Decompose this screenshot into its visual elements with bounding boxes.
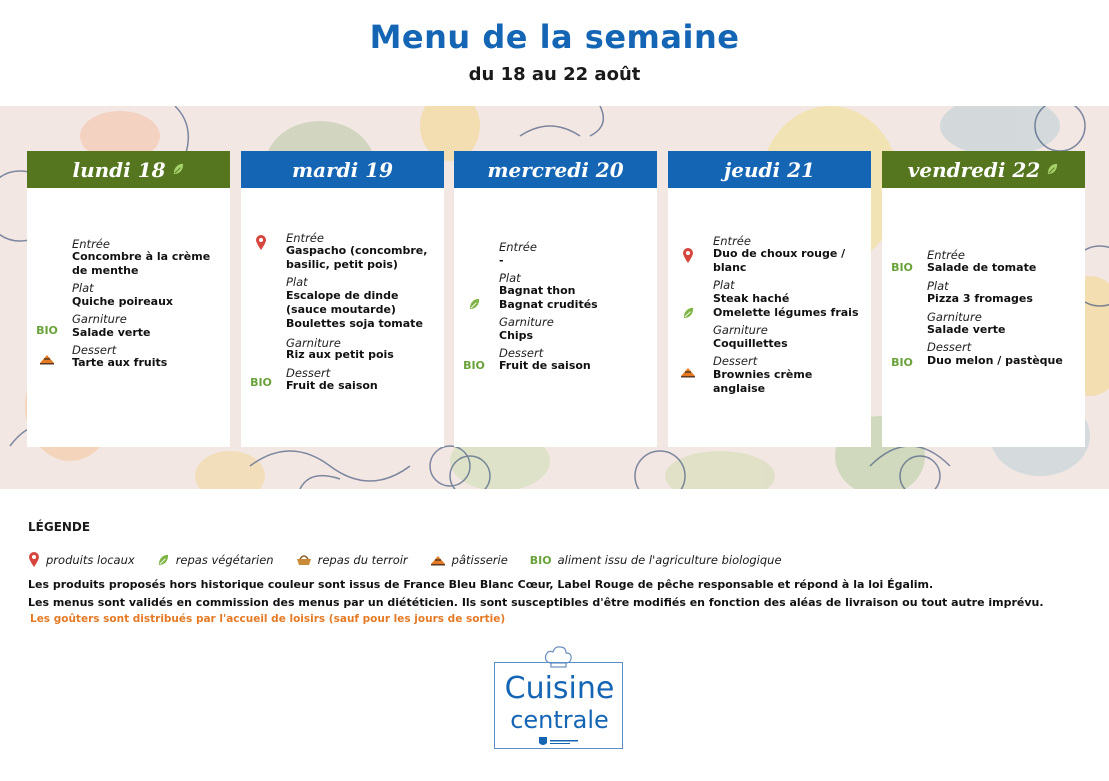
legend-item-terroir	[296, 553, 408, 567]
section-label: Garniture	[927, 310, 982, 324]
day-header	[668, 151, 871, 188]
day-card-jeudi	[668, 151, 871, 447]
legend-item-local	[28, 552, 135, 568]
menu-item: Duo melon / pastèque	[927, 354, 1063, 367]
day-name: mercredi 20	[487, 157, 624, 182]
location-pin-icon	[247, 235, 275, 256]
leaf-icon	[157, 554, 170, 567]
section-label: Plat	[499, 271, 521, 285]
menu-item: Coquillettes	[713, 337, 788, 350]
section-label: Dessert	[72, 343, 117, 357]
leaf-icon	[674, 307, 702, 325]
menu-item: Bagnat crudités	[499, 298, 598, 311]
section-label: Plat	[927, 279, 949, 293]
section-label: Garniture	[499, 315, 554, 329]
pastry-icon	[674, 365, 702, 383]
page-title: Menu de la semaine	[369, 18, 740, 56]
day-name: jeudi 21	[724, 157, 815, 182]
legend-item-vegetarian	[157, 553, 274, 567]
basket-icon	[296, 554, 312, 566]
day-card-mercredi	[454, 151, 657, 447]
section-label: Dessert	[286, 366, 331, 380]
page-subtitle: du 18 au 22 août	[468, 64, 641, 85]
section-label: Entrée	[499, 240, 537, 254]
bio-badge: BIO	[463, 359, 485, 372]
section-label: Plat	[713, 278, 735, 292]
town-crest-icon	[539, 737, 579, 747]
section-label: Entrée	[286, 231, 324, 245]
section-label: Plat	[72, 281, 94, 295]
menu-item: Gaspacho (concombre, basilic, petit pois)	[286, 244, 428, 271]
logo-line-1: Cuisine	[504, 671, 615, 706]
pastry-icon	[33, 352, 61, 370]
bio-badge: BIO	[250, 376, 272, 389]
menu-item: Steak haché	[713, 292, 790, 305]
section-label: Entrée	[713, 234, 751, 248]
cuisine-centrale-logo	[494, 662, 623, 749]
section-label: Garniture	[72, 312, 127, 326]
legend-title: LÉGENDE	[28, 520, 91, 534]
legend-label: repas du terroir	[317, 553, 408, 567]
menu-item: -	[499, 254, 504, 267]
menu-item: Duo de choux rouge / blanc	[713, 247, 846, 274]
menu-item: Omelette légumes frais	[713, 306, 859, 319]
menu-item: Escalope de dinde (sauce moutarde)	[286, 289, 399, 316]
menu-item: Salade de tomate	[927, 261, 1037, 274]
day-header	[882, 151, 1085, 188]
day-header	[454, 151, 657, 188]
pastry-icon	[430, 554, 446, 566]
day-card-vendredi	[882, 151, 1085, 447]
bio-badge: BIO	[529, 553, 552, 567]
day-card-lundi	[27, 151, 230, 447]
menu-item: Tarte aux fruits	[72, 356, 168, 369]
day-header	[27, 151, 230, 188]
location-pin-icon	[28, 552, 40, 568]
day-card-mardi	[241, 151, 444, 447]
leaf-icon	[1046, 163, 1059, 176]
section-label: Garniture	[713, 323, 768, 337]
day-name: mardi 19	[291, 157, 394, 182]
menu-item: Pizza 3 fromages	[927, 292, 1033, 305]
bio-badge: BIO	[36, 324, 58, 337]
legend-item-pastry	[430, 553, 508, 567]
section-label: Dessert	[927, 340, 972, 354]
section-label: Entrée	[927, 248, 965, 262]
legend-label: produits locaux	[46, 553, 135, 567]
section-label: Dessert	[499, 346, 544, 360]
legend-label: pâtisserie	[451, 553, 508, 567]
menu-item: Salade verte	[927, 323, 1006, 336]
day-header	[241, 151, 444, 188]
section-label: Plat	[286, 275, 308, 289]
menu-item: Brownies crème anglaise	[713, 368, 813, 395]
note-validation: Les menus sont validés en commission des menus par un diététicien. Ils sont susceptibles d'être modifiés en fonction des aléas de livraison ou tout autre imprévu.	[28, 596, 1044, 609]
legend-label: aliment issu de l'agriculture biologique	[557, 553, 782, 567]
logo-line-2: centrale	[510, 706, 609, 734]
bio-badge: BIO	[891, 261, 913, 274]
menu-item: Salade verte	[72, 326, 151, 339]
legend-item-bio	[530, 553, 782, 567]
menu-item: Bagnat thon	[499, 284, 576, 297]
note-sourcing: Les produits proposés hors historique couleur sont issus de France Bleu Blanc Cœur, Label Rouge de pêche responsable et répond à la loi Égalim.	[28, 578, 934, 591]
section-label: Garniture	[286, 336, 341, 350]
legend-label: repas végétarien	[175, 553, 274, 567]
bio-badge: BIO	[891, 356, 913, 369]
menu-item: Quiche poireaux	[72, 295, 174, 308]
menu-item: Fruit de saison	[286, 379, 378, 392]
menu-item: Boulettes soja tomate	[286, 317, 423, 330]
note-snacks: Les goûters sont distribués par l'accueil de loisirs (sauf pour les jours de sortie)	[30, 613, 506, 625]
day-name: vendredi 22	[907, 157, 1041, 182]
location-pin-icon	[674, 248, 702, 269]
section-label: Dessert	[713, 354, 758, 368]
menu-item: Fruit de saison	[499, 359, 591, 372]
menu-item: Riz aux petit pois	[286, 348, 394, 361]
menu-item: Concombre à la crème de menthe	[72, 250, 211, 277]
leaf-icon	[460, 298, 488, 316]
legend	[28, 550, 804, 570]
day-name: lundi 18	[72, 157, 166, 182]
menu-item: Chips	[499, 329, 534, 342]
section-label: Entrée	[72, 237, 110, 251]
leaf-icon	[172, 163, 185, 176]
